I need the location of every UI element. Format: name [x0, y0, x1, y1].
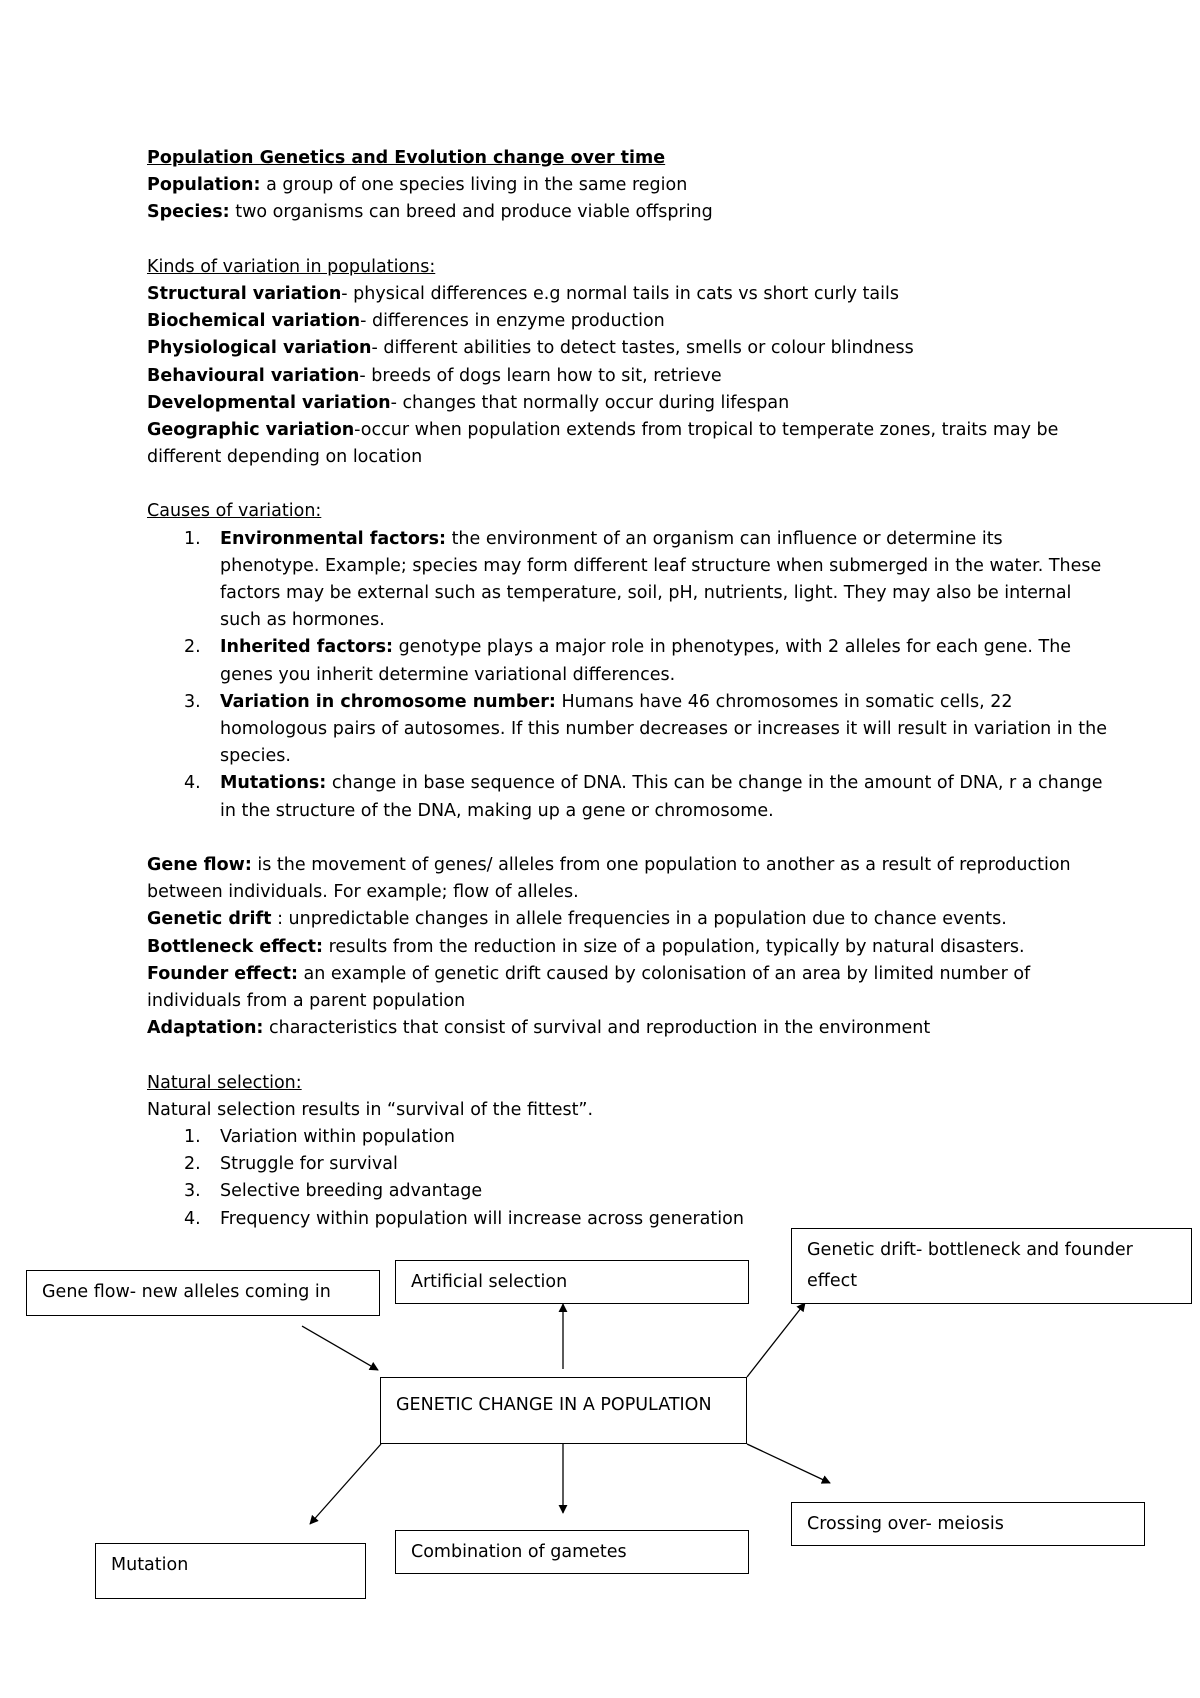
natural-selection-intro: Natural selection results in “survival of the fittest”. [147, 1099, 594, 1120]
arrow-drift [747, 1303, 805, 1377]
term-founder: Founder effect: an example of genetic drift caused by colonisation of an area by limited number of individuals from a parent population [147, 963, 1031, 1012]
box-crossing-over: Crossing over- meiosis [791, 1502, 1145, 1546]
list-item: 4. Frequency within population will increase across generation [184, 1208, 744, 1229]
box-artificial-selection: Artificial selection [395, 1260, 749, 1304]
variation-structural: Structural variation- physical differences e.g normal tails in cats vs short curly tails [147, 283, 899, 304]
variation-biochemical: Biochemical variation- differences in enzyme production [147, 311, 665, 332]
arrow-gene-flow [302, 1326, 378, 1370]
arrow-mutation [310, 1444, 381, 1524]
list-item: 1. Variation within population [184, 1127, 455, 1148]
list-item: 2. Struggle for survival [184, 1154, 398, 1175]
box-gene-flow: Gene flow- new alleles coming in [26, 1270, 380, 1316]
box-mutation: Mutation [95, 1543, 366, 1599]
list-item: 2. Inherited factors: genotype plays a major role in phenotypes, with 2 alleles for each gene. The genes you inherit determine variational differences. [184, 637, 1072, 685]
variation-physiological: Physiological variation- different abilities to detect tastes, smells or colour blindness [147, 338, 914, 359]
box-genetic-drift: Genetic drift- bottleneck and founder effect [791, 1228, 1192, 1304]
document-title: Population Genetics and Evolution change over time [147, 148, 666, 168]
term-adaptation: Adaptation: characteristics that consist of survival and reproduction in the environment [147, 1018, 931, 1039]
term-bottleneck: Bottleneck effect: results from the reduction in size of a population, typically by natural disasters. [147, 936, 1025, 957]
arrow-crossing [747, 1444, 830, 1483]
list-item: 3. Variation in chromosome number: Humans have 46 chromosomes in somatic cells, 22 homologous pairs of autosomes. If this number decreases or increases it will result in variation in the species. [184, 691, 1107, 767]
natural-selection-heading: Natural selection: [147, 1072, 302, 1093]
variation-geographic: Geographic variation-occur when population extends from tropical to temperate zones, traits may be different depending on location [147, 419, 1059, 468]
term-gene-flow: Gene flow: is the movement of genes/ alleles from one population to another as a result of reproduction between individuals. For example; flow of alleles. [147, 855, 1071, 903]
definition-species: Species: two organisms can breed and produce viable offspring [147, 202, 713, 223]
box-genetic-change-center: GENETIC CHANGE IN A POPULATION [380, 1377, 747, 1444]
variation-heading: Kinds of variation in populations: [147, 256, 436, 277]
variation-developmental: Developmental variation- changes that normally occur during lifespan [147, 392, 790, 413]
list-item: 3. Selective breeding advantage [184, 1181, 483, 1202]
causes-heading: Causes of variation: [147, 501, 322, 522]
variation-behavioural: Behavioural variation- breeds of dogs learn how to sit, retrieve [147, 365, 722, 386]
list-item: 4. Mutations: change in base sequence of DNA. This can be change in the amount of DNA, r a change in the structure of the DNA, making up a gene or chromosome. [184, 773, 1103, 821]
definition-population: Population: a group of one species living in the same region [147, 175, 688, 196]
term-genetic-drift: Genetic drift : unpredictable changes in allele frequencies in a population due to chance events. [147, 909, 1007, 930]
box-gametes: Combination of gametes [395, 1530, 749, 1574]
list-item: 1. Environmental factors: the environment of an organism can influence or determine its phenotype. Example; species may form different leaf structure when submerged in the water. These factors may be external such as temperature, soil, pH, nutrients, light. They may also be internal such as hormones. [184, 528, 1102, 631]
